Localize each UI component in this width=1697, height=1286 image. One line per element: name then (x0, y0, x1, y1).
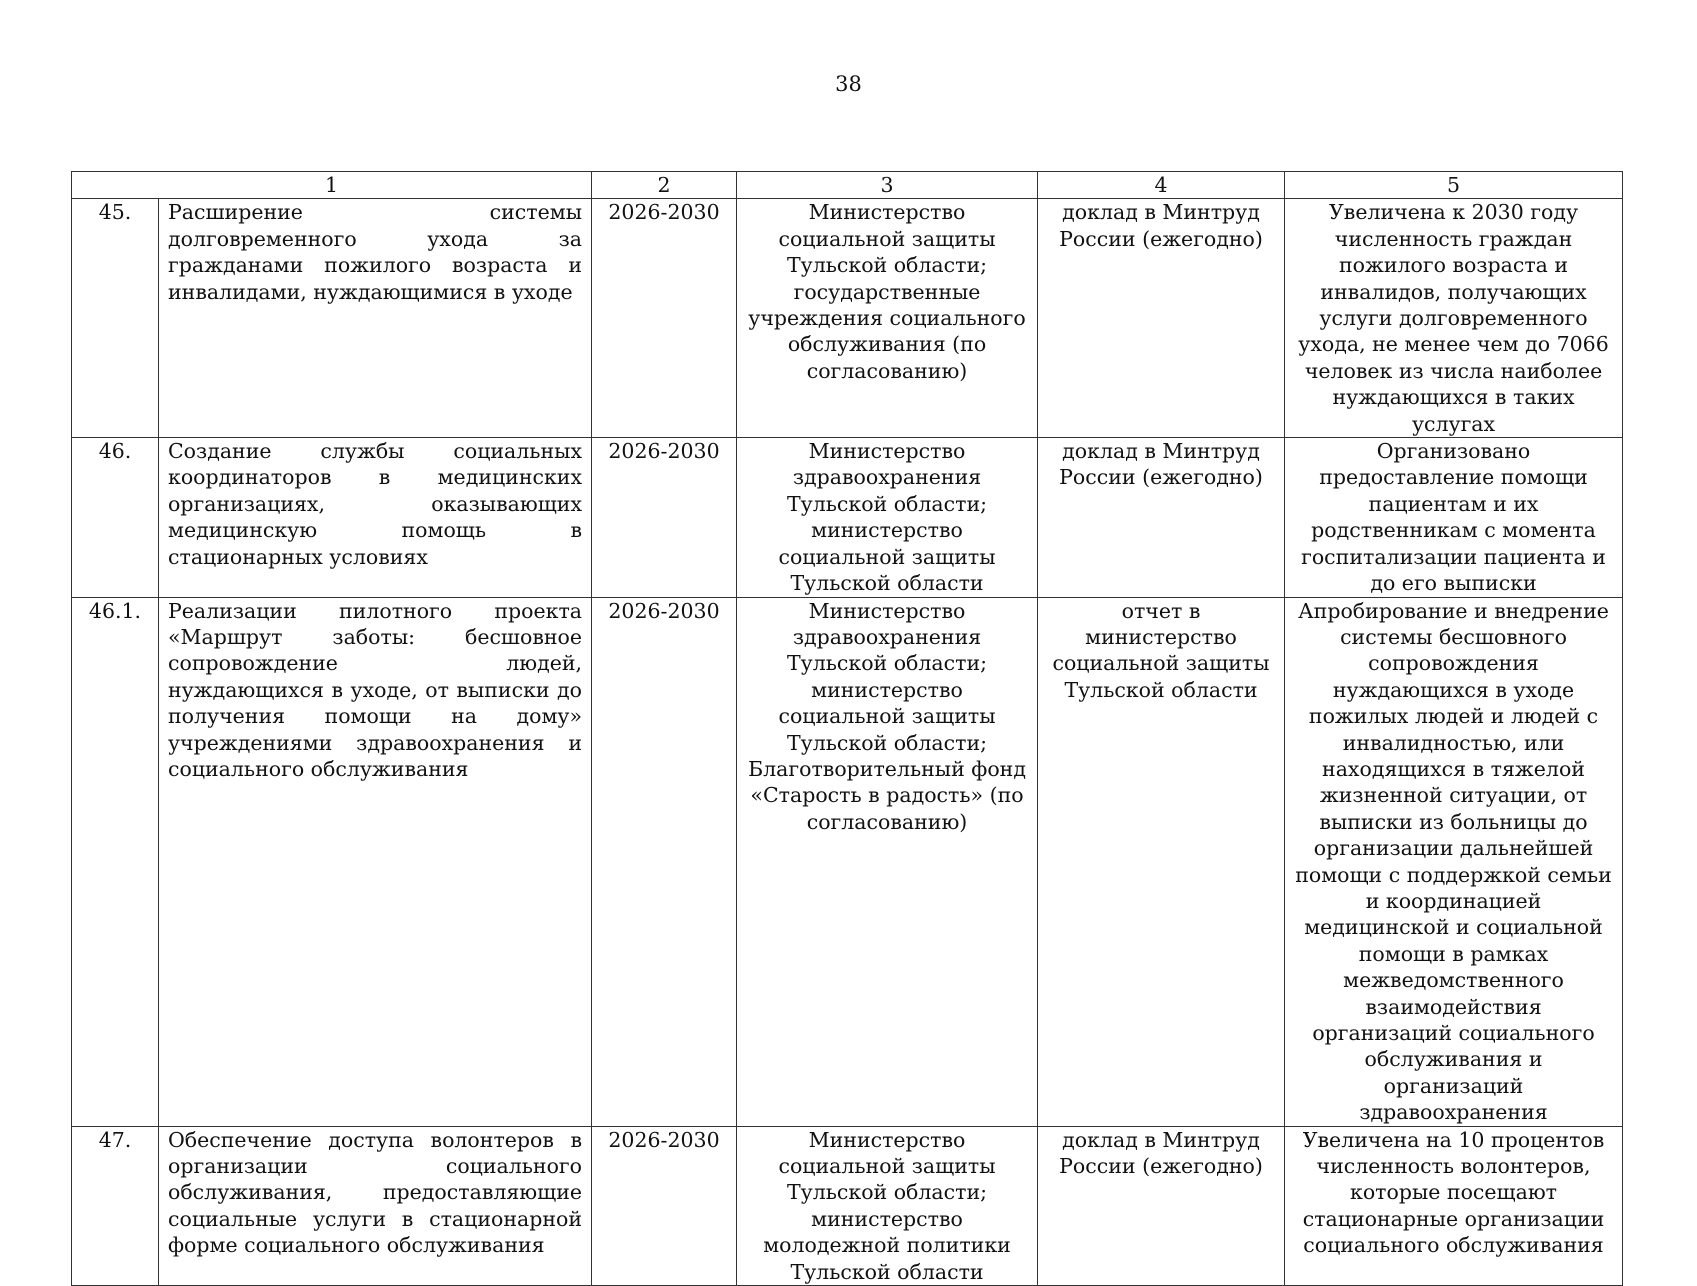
measure-cell: Обеспечение доступа волонтеров в организации социального обслуживания, предоставляющие социальные услуги в стационарной форме социального обслуживания (159, 1126, 592, 1285)
row-number: 47. (72, 1126, 159, 1285)
header-col-1: 1 (72, 172, 592, 199)
result-cell: Увеличена к 2030 году численность граждан пожилого возраста и инвалидов, получающих услуги долговременного ухода, не менее чем до 7066 человек из числа наиболее нуждающихся в таких услугах (1285, 199, 1623, 438)
measure-cell: Реализации пилотного проекта «Маршрут заботы: бесшовное сопровождение людей, нуждающихся в уходе, от выписки до получения помощи на дому» учреждениями здравоохранения и социального обслуживания (159, 597, 592, 1126)
period-cell: 2026-2030 (592, 1126, 737, 1285)
header-col-5: 5 (1285, 172, 1623, 199)
measure-cell: Расширение системы долговременного ухода за гражданами пожилого возраста и инвалидами, нуждающимися в уходе (159, 199, 592, 438)
measures-table (71, 171, 1623, 1286)
executors-cell: Министерство здравоохранения Тульской области; министерство социальной защиты Тульской области (737, 438, 1038, 597)
period-cell: 2026-2030 (592, 199, 737, 438)
header-col-4: 4 (1038, 172, 1285, 199)
table-row (72, 199, 1623, 438)
report-cell: отчет в министерство социальной защиты Тульской области (1038, 597, 1285, 1126)
report-cell: доклад в Минтруд России (ежегодно) (1038, 1126, 1285, 1285)
table-row (72, 1126, 1623, 1285)
row-number: 45. (72, 199, 159, 438)
result-cell: Увеличена на 10 процентов численность волонтеров, которые посещают стационарные организации социального обслуживания (1285, 1126, 1623, 1285)
executors-cell: Министерство социальной защиты Тульской области; министерство молодежной политики Тульской области (737, 1126, 1038, 1285)
row-number: 46. (72, 438, 159, 597)
page-number: 38 (835, 72, 862, 96)
executors-cell: Министерство здравоохранения Тульской области; министерство социальной защиты Тульской области; Благотворительный фонд «Старость в радость» (по согласованию) (737, 597, 1038, 1126)
period-cell: 2026-2030 (592, 438, 737, 597)
result-cell: Организовано предоставление помощи пациентам и их родственникам с момента госпитализации пациента и до его выписки (1285, 438, 1623, 597)
measure-cell: Создание службы социальных координаторов в медицинских организациях, оказывающих медицинскую помощь в стационарных условиях (159, 438, 592, 597)
table-header-row (72, 172, 1623, 199)
header-col-2: 2 (592, 172, 737, 199)
report-cell: доклад в Минтруд России (ежегодно) (1038, 199, 1285, 438)
period-cell: 2026-2030 (592, 597, 737, 1126)
result-cell: Апробирование и внедрение системы бесшовного сопровождения нуждающихся в уходе пожилых людей и людей с инвалидностью, или находящихся в тяжелой жизненной ситуации, от выписки из больницы до организации дальнейшей помощи с поддержкой семьи и координацией медицинской и социальной помощи в рамках межведомственного взаимодействия организаций социального обслуживания и организаций здравоохранения (1285, 597, 1623, 1126)
executors-cell: Министерство социальной защиты Тульской области; государственные учреждения социального обслуживания (по согласованию) (737, 199, 1038, 438)
table-row (72, 597, 1623, 1126)
row-number: 46.1. (72, 597, 159, 1126)
table-row (72, 438, 1623, 597)
header-col-3: 3 (737, 172, 1038, 199)
report-cell: доклад в Минтруд России (ежегодно) (1038, 438, 1285, 597)
